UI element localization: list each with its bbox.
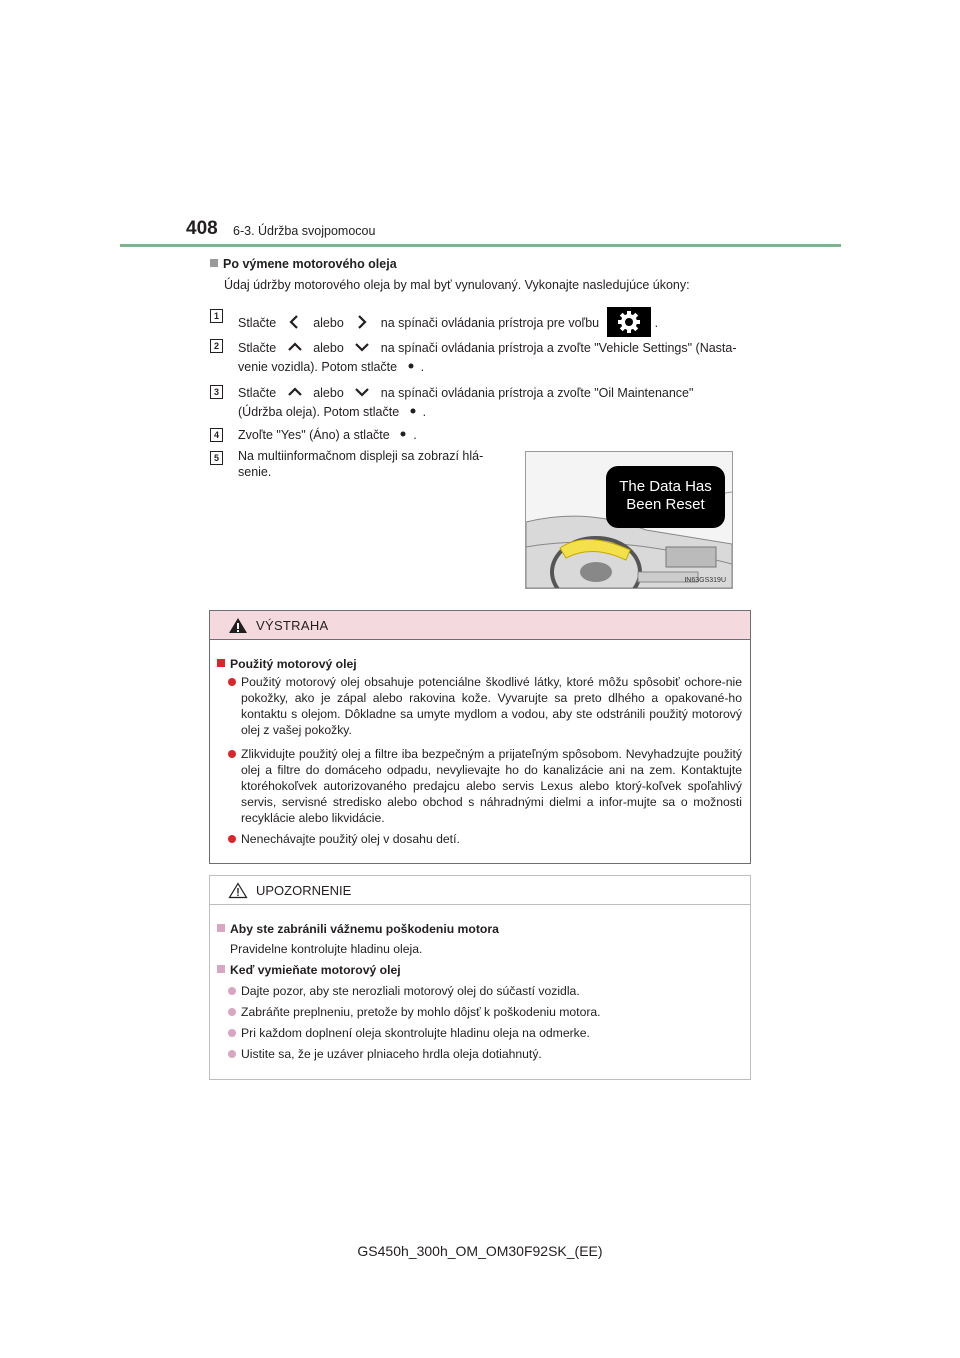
bullet-dot-icon bbox=[228, 1050, 236, 1058]
square-bullet-icon bbox=[217, 965, 225, 973]
notice-bullet: Pri každom doplnení oleja skontrolujte hladinu oleja na odmerke. bbox=[228, 1025, 590, 1041]
intro-heading: Po výmene motorového oleja bbox=[210, 257, 397, 271]
warning-heading: Použitý motorový olej bbox=[217, 656, 357, 672]
down-arrow-icon bbox=[353, 384, 371, 400]
header-rule bbox=[120, 244, 841, 247]
step-number: 5 bbox=[210, 451, 223, 465]
step-5-text: Na multiinformačnom displeji sa zobrazí hlá- senie. bbox=[238, 449, 484, 479]
square-bullet-icon bbox=[217, 924, 225, 932]
settings-gear-icon bbox=[607, 307, 651, 337]
footer-document-code: GS450h_300h_OM_OM30F92SK_(EE) bbox=[357, 1243, 603, 1259]
intro-text: Údaj údržby motorového oleja by mal byť vynulovaný. Vykonajte nasledujúce úkony: bbox=[224, 278, 690, 292]
warning-title: VÝSTRAHA bbox=[256, 618, 329, 633]
warning-bullet: Nenechávajte použitý olej v dosahu detí. bbox=[228, 831, 742, 847]
bullet-dot-icon bbox=[228, 1029, 236, 1037]
warning-bullet: Použitý motorový olej obsahuje potenciálne škodlivé látky, ktoré môžu spôsobiť ochore-nie pokožky, ako je zápal alebo rakovina kože. Vyvarujte sa preto dlhého a opakované-ho kontaktu s olejom. Dôkladne sa umyte mydlom a vodou, aby ste odstránili použitý motorový olej z vašej pokožky. bbox=[228, 674, 742, 738]
step-number: 4 bbox=[210, 428, 223, 442]
notice-title: UPOZORNENIE bbox=[256, 883, 352, 898]
up-arrow-icon bbox=[286, 384, 304, 400]
bullet-dot-icon bbox=[228, 750, 236, 758]
bullet-dot-icon bbox=[228, 678, 236, 686]
step-number: 2 bbox=[210, 339, 223, 353]
notice-bullet: Zabráňte preplneniu, pretože by mohlo dôjsť k poškodeniu motora. bbox=[228, 1004, 601, 1020]
warning-triangle-icon bbox=[228, 617, 248, 639]
reset-message-callout: The Data Has Been Reset bbox=[606, 466, 725, 528]
bullet-dot-icon bbox=[228, 835, 236, 843]
enter-button-icon bbox=[406, 404, 420, 418]
notice-text: Pravidelne kontrolujte hladinu oleja. bbox=[230, 942, 423, 956]
right-arrow-icon bbox=[353, 314, 371, 330]
step-number: 1 bbox=[210, 309, 223, 323]
notice-heading: Aby ste zabránili vážnemu poškodeniu motora bbox=[217, 921, 499, 937]
enter-button-icon bbox=[396, 427, 410, 441]
step-number: 3 bbox=[210, 385, 223, 399]
left-arrow-icon bbox=[286, 314, 304, 330]
notice-header bbox=[210, 876, 750, 905]
dashboard-illustration bbox=[525, 451, 733, 589]
square-bullet-icon bbox=[210, 259, 218, 267]
warning-box bbox=[209, 610, 751, 864]
notice-heading: Keď vymieňate motorový olej bbox=[217, 962, 401, 978]
step-1-text: Stlačte alebo na spínači ovládania prístroja pre voľbu . bbox=[238, 307, 746, 337]
notice-bullet: Uistite sa, že je uzáver plniaceho hrdla oleja dotiahnutý. bbox=[228, 1046, 542, 1062]
up-arrow-icon bbox=[286, 339, 304, 355]
illustration-code: IN63GS319U bbox=[684, 577, 726, 584]
square-bullet-icon bbox=[217, 659, 225, 667]
warning-header bbox=[210, 611, 750, 640]
page-number: 408 bbox=[186, 218, 218, 239]
down-arrow-icon bbox=[353, 339, 371, 355]
step-3-text: Stlačte alebo na spínači ovládania prístroja a zvoľte "Oil Maintenance" (Údržba oleja). Potom stlačte . bbox=[238, 386, 694, 419]
notice-box bbox=[209, 875, 751, 1080]
step-4-text: Zvoľte "Yes" (Áno) a stlačte . bbox=[238, 428, 417, 442]
section-title: 6-3. Údržba svojpomocou bbox=[233, 224, 376, 238]
warning-bullet: Zlikvidujte použitý olej a filtre iba bezpečným a prijateľným spôsobom. Nevyhadzujte použitý olej a filtre do domáceho odpadu, nevylievajte ho do kanalizácie ani na zem. Kontaktujte ktoréhokoľvek autorizovaného predajcu alebo servis Lexus alebo ktorý-koľvek spoľahlivý servis, servisné stredisko alebo obchod s náhradnými dielmi a infor-mujte sa o možnosti recyklácie alebo likvidácie. bbox=[228, 746, 742, 826]
step-2-text: Stlačte alebo na spínači ovládania prístroja a zvoľte "Vehicle Settings" (Nasta- venie vozidla). Potom stlačte . bbox=[238, 341, 737, 374]
bullet-dot-icon bbox=[228, 1008, 236, 1016]
caution-triangle-icon bbox=[228, 882, 248, 904]
bullet-dot-icon bbox=[228, 987, 236, 995]
notice-bullet: Dajte pozor, aby ste nerozliali motorový olej do súčastí vozidla. bbox=[228, 983, 580, 999]
enter-button-icon bbox=[404, 359, 418, 373]
